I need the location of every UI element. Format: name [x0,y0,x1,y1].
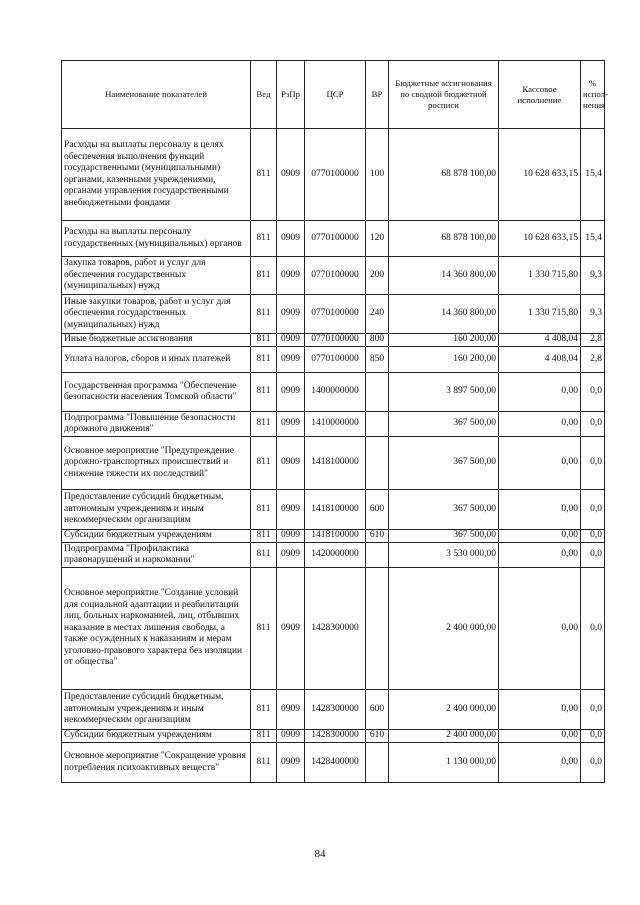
cell-rzpr: 0909 [277,129,305,221]
cell-rzpr: 0909 [277,257,305,295]
cell-csr: 0770100000 [305,334,366,347]
cell-rzpr: 0909 [277,221,305,257]
cell-cash: 0,00 [499,730,581,743]
cell-ved: 811 [251,743,277,783]
cell-percent: 0,0 [581,543,605,568]
cell-ved: 811 [251,543,277,568]
cell-rzpr: 0909 [277,530,305,543]
cell-name: Расходы на выплаты персоналу в целях обеспечения выполнения функций государственными (муниципальными) органами, казенными учреждениями, органами управления государственными внебюджетными фондами [62,129,251,221]
cell-cash: 0,00 [499,412,581,437]
table-row [62,730,605,743]
cell-budget: 2 400 000,00 [389,730,499,743]
header-budget: Бюджетные ассигнования по сводной бюджетной росписи [389,61,499,129]
cell-vr: 120 [366,221,389,257]
cell-csr: 1428300000 [305,730,366,743]
cell-rzpr: 0909 [277,543,305,568]
cell-vr [366,568,389,690]
cell-name: Предоставление субсидий бюджетным, автономным учреждениям и иным некоммерческим организациям [62,490,251,530]
cell-ved: 811 [251,530,277,543]
cell-ved: 811 [251,334,277,347]
cell-csr: 0770100000 [305,347,366,373]
table-row [62,568,605,690]
cell-ved: 811 [251,129,277,221]
cell-name: Основное мероприятие "Сокращение уровня потребления психоактивных веществ" [62,743,251,783]
cell-name: Государственная программа "Обеспечение безопасности населения Томской области" [62,373,251,412]
cell-percent: 15,4 [581,221,605,257]
table-row [62,690,605,730]
cell-percent: 0,0 [581,690,605,730]
cell-rzpr: 0909 [277,568,305,690]
cell-vr: 610 [366,730,389,743]
cell-csr: 1400000000 [305,373,366,412]
header-cash: Кассовое исполнение [499,61,581,129]
cell-budget: 160 200,00 [389,347,499,373]
cell-percent: 2,8 [581,334,605,347]
cell-percent: 15,4 [581,129,605,221]
cell-csr: 1420000000 [305,543,366,568]
cell-percent: 0,0 [581,373,605,412]
cell-csr: 0770100000 [305,295,366,334]
cell-csr: 1410000000 [305,412,366,437]
cell-name: Уплата налогов, сборов и иных платежей [62,347,251,373]
table-header-row [62,61,605,129]
cell-vr: 610 [366,530,389,543]
cell-vr: 800 [366,334,389,347]
table-row [62,543,605,568]
cell-cash: 4 408,04 [499,347,581,373]
table-row [62,334,605,347]
cell-csr: 1418100000 [305,530,366,543]
cell-name: Закупка товаров, работ и услуг для обеспечения государственных (муниципальных) нужд [62,257,251,295]
page-number: 84 [314,848,326,860]
cell-rzpr: 0909 [277,690,305,730]
cell-budget: 68 878 100,00 [389,221,499,257]
table-row [62,257,605,295]
cell-csr: 0770100000 [305,129,366,221]
cell-csr: 0770100000 [305,257,366,295]
cell-percent: 0,0 [581,568,605,690]
cell-vr: 600 [366,490,389,530]
cell-ved: 811 [251,490,277,530]
cell-name: Подпрограмма "Профилактика правонарушений и наркомании" [62,543,251,568]
table-row [62,530,605,543]
cell-csr: 1418100000 [305,437,366,490]
cell-cash: 0,00 [499,373,581,412]
cell-percent: 0,0 [581,437,605,490]
header-vr: ВР [366,61,389,129]
cell-budget: 14 360 800,00 [389,295,499,334]
budget-execution-table [61,60,608,783]
cell-name: Субсидии бюджетным учреждениям [62,730,251,743]
cell-rzpr: 0909 [277,347,305,373]
cell-vr: 600 [366,690,389,730]
cell-vr: 240 [366,295,389,334]
cell-budget: 1 130 000,00 [389,743,499,783]
cell-cash: 1 330 715,80 [499,295,581,334]
cell-ved: 811 [251,412,277,437]
cell-budget: 367 500,00 [389,530,499,543]
cell-cash: 0,00 [499,530,581,543]
cell-vr [366,437,389,490]
cell-percent: 0,0 [581,743,605,783]
cell-budget: 3 530 000,00 [389,543,499,568]
table-row [62,412,605,437]
cell-name: Расходы на выплаты персоналу государственных (муниципальных) органов [62,221,251,257]
cell-percent: 0,0 [581,490,605,530]
cell-percent: 0,0 [581,730,605,743]
cell-budget: 2 400 000,00 [389,568,499,690]
cell-ved: 811 [251,295,277,334]
table-row [62,490,605,530]
cell-budget: 14 360 800,00 [389,257,499,295]
cell-rzpr: 0909 [277,334,305,347]
cell-csr: 1428400000 [305,743,366,783]
cell-budget: 367 500,00 [389,412,499,437]
cell-ved: 811 [251,373,277,412]
cell-ved: 811 [251,221,277,257]
cell-vr [366,373,389,412]
cell-percent: 0,0 [581,530,605,543]
cell-rzpr: 0909 [277,490,305,530]
header-percent: % испол-нения [581,61,605,129]
cell-csr: 0770100000 [305,221,366,257]
cell-vr [366,743,389,783]
table-row [62,373,605,412]
header-rzpr: РзПр [277,61,305,129]
cell-budget: 68 878 100,00 [389,129,499,221]
cell-rzpr: 0909 [277,437,305,490]
cell-rzpr: 0909 [277,412,305,437]
cell-budget: 367 500,00 [389,437,499,490]
cell-cash: 0,00 [499,543,581,568]
cell-ved: 811 [251,437,277,490]
cell-cash: 0,00 [499,490,581,530]
cell-vr: 100 [366,129,389,221]
cell-vr: 200 [366,257,389,295]
cell-percent: 0,0 [581,412,605,437]
cell-name: Иные закупки товаров, работ и услуг для обеспечения государственных (муниципальных) нужд [62,295,251,334]
cell-name: Субсидии бюджетным учреждениям [62,530,251,543]
cell-percent: 2,8 [581,347,605,373]
table-row [62,221,605,257]
table-row [62,347,605,373]
cell-csr: 1418100000 [305,490,366,530]
cell-csr: 1428300000 [305,568,366,690]
cell-rzpr: 0909 [277,373,305,412]
header-name: Наименование показателей [62,61,251,129]
cell-budget: 160 200,00 [389,334,499,347]
cell-cash: 10 628 633,15 [499,129,581,221]
table-row [62,743,605,783]
cell-name: Основное мероприятие "Предупреждение дорожно-транспортных происшествий и снижение тяжести их последствий" [62,437,251,490]
cell-csr: 1428300000 [305,690,366,730]
table-row [62,437,605,490]
cell-rzpr: 0909 [277,730,305,743]
cell-ved: 811 [251,690,277,730]
cell-ved: 811 [251,347,277,373]
cell-ved: 811 [251,568,277,690]
cell-cash: 10 628 633,15 [499,221,581,257]
cell-cash: 4 408,04 [499,334,581,347]
cell-ved: 811 [251,257,277,295]
cell-budget: 2 400 000,00 [389,690,499,730]
cell-name: Подпрограмма "Повышение безопасности дорожного движения" [62,412,251,437]
cell-ved: 811 [251,730,277,743]
cell-percent: 9,3 [581,257,605,295]
cell-name: Основное мероприятие "Создание условий для социальной адаптации и реабилитации лиц, больных наркоманией, лиц, отбывших наказание в местах лишения свободы, а также осужденных к наказаниям и мерам уголовно-правового характера без изоляции от общества" [62,568,251,690]
cell-rzpr: 0909 [277,295,305,334]
cell-vr [366,543,389,568]
cell-cash: 0,00 [499,743,581,783]
cell-vr [366,412,389,437]
cell-cash: 1 330 715,80 [499,257,581,295]
cell-percent: 9,3 [581,295,605,334]
cell-name: Иные бюджетные ассигнования [62,334,251,347]
cell-budget: 367 500,00 [389,490,499,530]
header-ved: Вед [251,61,277,129]
cell-name: Предоставление субсидий бюджетным, автономным учреждениям и иным некоммерческим организациям [62,690,251,730]
cell-cash: 0,00 [499,437,581,490]
table-row [62,295,605,334]
table-row [62,129,605,221]
cell-vr: 850 [366,347,389,373]
cell-cash: 0,00 [499,568,581,690]
cell-budget: 3 897 500,00 [389,373,499,412]
cell-rzpr: 0909 [277,743,305,783]
cell-cash: 0,00 [499,690,581,730]
header-csr: ЦСР [305,61,366,129]
